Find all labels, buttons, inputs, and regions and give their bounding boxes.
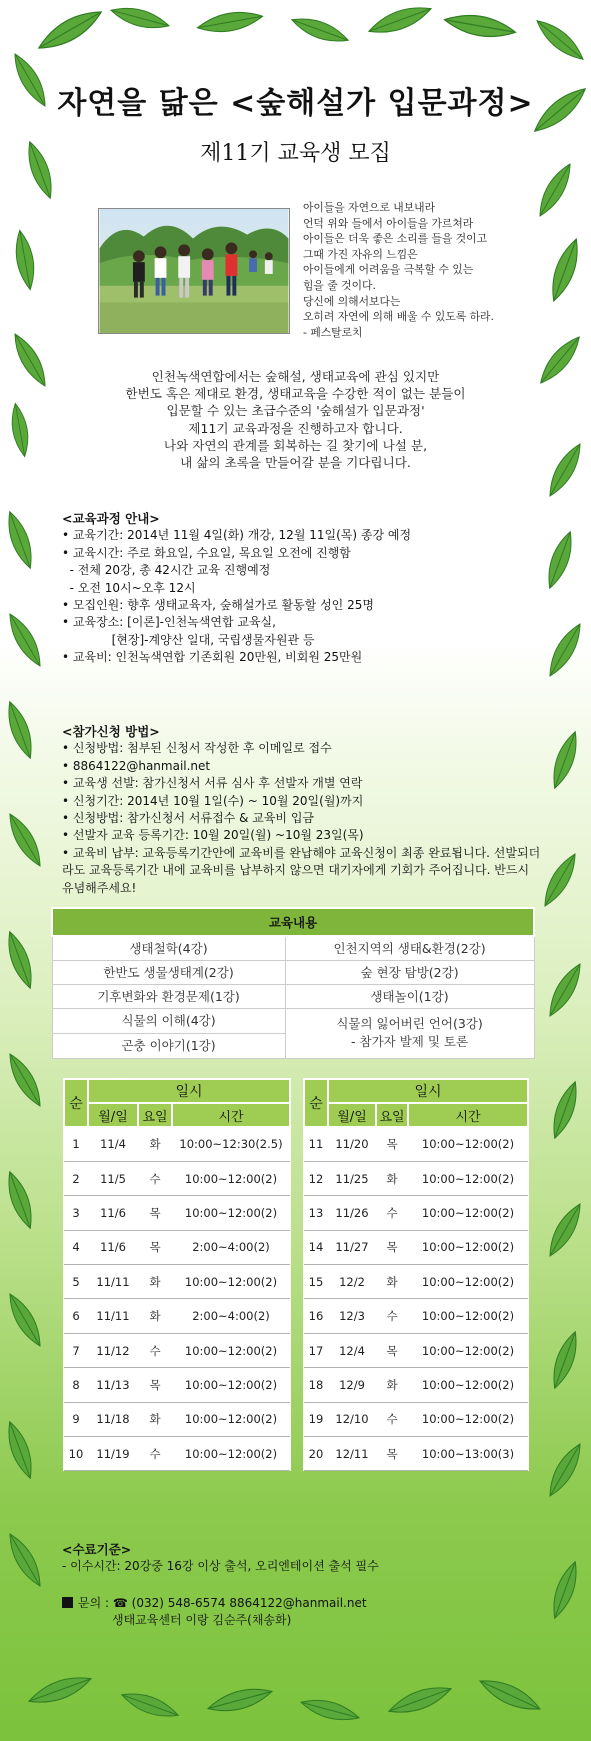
col-num: 순 xyxy=(304,1079,328,1127)
course-info-section xyxy=(62,510,542,667)
session-number: 4 xyxy=(64,1230,88,1264)
session-time: 2:00~4:00(2) xyxy=(172,1230,290,1264)
quote-block xyxy=(303,200,553,325)
apply-line: • 신청기간: 2014년 10월 1일(수) ~ 10월 20일(월)까지 xyxy=(62,793,364,808)
apply-line: • 교육생 선발: 참가신청서 서류 심사 후 선발자 개별 연락 xyxy=(62,776,363,791)
phone-icon: ☎ xyxy=(112,1596,128,1610)
quote-line: 힘을 줄 것이다. xyxy=(303,278,376,292)
schedule-table-left xyxy=(63,1078,291,1471)
col-date: 월/일 xyxy=(88,1103,138,1127)
session-day: 목 xyxy=(376,1230,408,1264)
session-time: 10:00~12:00(2) xyxy=(408,1299,528,1333)
course-info-heading: <교육과정 안내> xyxy=(62,511,160,526)
apply-section xyxy=(62,723,542,897)
table-row xyxy=(304,1127,528,1161)
session-day: 화 xyxy=(138,1127,172,1161)
session-time: 10:00~12:00(2) xyxy=(408,1230,528,1264)
session-date: 12/4 xyxy=(328,1333,376,1367)
session-date: 11/20 xyxy=(328,1127,376,1161)
completion-line: - 이수시간: 20강중 16강 이상 출석, 오리엔테이션 출석 필수 xyxy=(62,1559,379,1574)
apply-heading: <참가신청 방법> xyxy=(62,724,160,739)
intro-line: 나와 자연의 관계를 회복하는 길 찾기에 나설 분, xyxy=(163,437,428,453)
session-time: 10:00~13:00(3) xyxy=(408,1437,528,1471)
session-time: 10:00~12:00(2) xyxy=(172,1402,290,1436)
session-number: 2 xyxy=(64,1161,88,1195)
session-number: 7 xyxy=(64,1333,88,1367)
table-row xyxy=(64,1333,290,1367)
table-row xyxy=(64,1196,290,1230)
session-time: 10:00~12:00(2) xyxy=(172,1196,290,1230)
quote-line: 언덕 위와 들에서 아이들을 가르쳐라 xyxy=(303,216,474,230)
session-date: 11/27 xyxy=(328,1230,376,1264)
topic-line: 식물의 잃어버린 언어(3강) xyxy=(336,1016,483,1031)
intro-paragraph xyxy=(40,368,551,471)
session-time: 10:00~12:00(2) xyxy=(408,1402,528,1436)
session-number: 12 xyxy=(304,1161,328,1195)
session-date: 11/26 xyxy=(328,1196,376,1230)
col-time: 시간 xyxy=(172,1103,290,1127)
session-day: 화 xyxy=(138,1299,172,1333)
schedule-table-right xyxy=(303,1078,529,1471)
topic-cell: 한반도 생물생태계(2강) xyxy=(52,960,285,984)
session-number: 18 xyxy=(304,1368,328,1402)
table-row xyxy=(64,1127,290,1161)
table-row xyxy=(304,1437,528,1471)
course-info-line: • 교육장소: [이론]-인천녹색연합 교육실, xyxy=(62,615,276,630)
topic-line: - 참가자 발제 및 토론 xyxy=(351,1034,469,1049)
apply-payment-note: • 교육비 납부: 교육등록기간안에 교육비를 완납해야 교육신청이 최종 완료됩니다. 선발되더라도 교육등록기간 내에 교육비를 납부하지 않으면 대기자에게 기회가 주어집니다. 반드시 유념해주세요! xyxy=(62,845,541,895)
table-row xyxy=(52,936,534,960)
session-number: 8 xyxy=(64,1368,88,1402)
session-time: 10:00~12:00(2) xyxy=(172,1368,290,1402)
contact-center: 생태교육센터 이랑 김순주(채송화) xyxy=(112,1613,292,1628)
schedule-body-left xyxy=(64,1127,290,1471)
table-row xyxy=(64,1265,290,1299)
topic-cell: 인천지역의 생태&환경(2강) xyxy=(285,936,534,960)
session-day: 수 xyxy=(138,1437,172,1471)
topic-cell: 생태철학(4강) xyxy=(52,936,285,960)
session-time: 10:00~12:30(2.5) xyxy=(172,1127,290,1161)
session-day: 목 xyxy=(376,1127,408,1161)
quote-line: 아이들을 자연으로 내보내라 xyxy=(303,201,436,214)
session-date: 11/18 xyxy=(88,1402,138,1436)
session-day: 화 xyxy=(138,1402,172,1436)
table-row xyxy=(304,1333,528,1367)
table-row xyxy=(64,1437,290,1471)
table-row xyxy=(304,1196,528,1230)
contact-phone-email[interactable]: (032) 548-6574 8864122@hanmail.net xyxy=(131,1596,367,1610)
quote-line: 아이들에게 어려움을 극복할 수 있는 xyxy=(303,263,474,277)
session-time: 10:00~12:00(2) xyxy=(172,1265,290,1299)
session-date: 12/2 xyxy=(328,1265,376,1299)
session-date: 11/19 xyxy=(88,1437,138,1471)
topic-line: 식물의 이해(4강) xyxy=(121,1012,216,1028)
course-info-line: • 교육비: 인천녹색연합 기존회원 20만원, 비회원 25만원 xyxy=(62,650,363,665)
intro-line: 인천녹색연합에서는 숲해설, 생태교육에 관심 있지만 xyxy=(151,369,440,384)
table-row xyxy=(64,1299,290,1333)
session-time: 10:00~12:00(2) xyxy=(408,1196,528,1230)
topic-line: 곤충 이야기(1강) xyxy=(53,1033,285,1055)
session-time: 10:00~12:00(2) xyxy=(408,1161,528,1195)
table-row xyxy=(304,1161,528,1195)
session-number: 19 xyxy=(304,1402,328,1436)
session-day: 화 xyxy=(376,1161,408,1195)
session-number: 9 xyxy=(64,1402,88,1436)
session-date: 11/6 xyxy=(88,1230,138,1264)
session-number: 15 xyxy=(304,1265,328,1299)
table-row xyxy=(304,1299,528,1333)
session-day: 수 xyxy=(138,1161,172,1195)
table-row xyxy=(52,960,534,984)
session-date: 11/5 xyxy=(88,1161,138,1195)
quote-line: 아이들은 더욱 좋은 소리를 들을 것이고 xyxy=(303,232,488,246)
session-day: 화 xyxy=(376,1265,408,1299)
col-date-group: 일시 xyxy=(328,1079,528,1103)
completion-heading: <수료기준> xyxy=(62,1542,132,1557)
apply-email[interactable]: • 8864122@hanmail.net xyxy=(62,758,211,773)
apply-line: • 선발자 교육 등록기간: 10월 20일(월) ~10월 23일(목) xyxy=(62,828,364,843)
intro-line: 입문할 수 있는 초급수준의 '숲해설가 입문과정' xyxy=(166,403,425,419)
table-row xyxy=(64,1402,290,1436)
col-day: 요일 xyxy=(376,1103,408,1127)
intro-line: 한번도 혹은 제대로 환경, 생태교육을 수강한 적이 없는 분들이 xyxy=(125,386,466,402)
session-day: 수 xyxy=(376,1402,408,1436)
topic-cell xyxy=(285,1008,534,1058)
session-number: 11 xyxy=(304,1127,328,1161)
apply-line: • 신청방법: 첨부된 신청서 작성한 후 이메일로 접수 xyxy=(62,741,332,756)
session-day: 수 xyxy=(376,1196,408,1230)
session-day: 수 xyxy=(138,1333,172,1367)
session-number: 20 xyxy=(304,1437,328,1471)
topic-cell: 생태놀이(1강) xyxy=(285,984,534,1008)
topics-header: 교육내용 xyxy=(52,908,534,936)
schedule-body-right xyxy=(304,1127,528,1471)
session-day: 목 xyxy=(376,1437,408,1471)
contact-label: 문의 : xyxy=(78,1596,110,1610)
session-day: 수 xyxy=(376,1299,408,1333)
quote-line: 그때 가진 자유의 느낌은 xyxy=(303,247,418,261)
session-number: 10 xyxy=(64,1437,88,1471)
completion-section xyxy=(62,1541,542,1576)
table-row xyxy=(304,1265,528,1299)
session-day: 목 xyxy=(138,1196,172,1230)
table-row xyxy=(304,1368,528,1402)
table-row xyxy=(64,1230,290,1264)
intro-line: 내 삶의 초록을 만들어갈 분을 기다립니다. xyxy=(180,455,411,471)
session-number: 16 xyxy=(304,1299,328,1333)
apply-line: • 신청방법: 참가신청서 서류접수 & 교육비 입금 xyxy=(62,811,315,826)
session-time: 10:00~12:00(2) xyxy=(408,1127,528,1161)
session-number: 14 xyxy=(304,1230,328,1264)
course-info-line: • 교육시간: 주로 화요일, 수요일, 목요일 오전에 진행함 xyxy=(62,545,351,560)
session-date: 12/10 xyxy=(328,1402,376,1436)
table-row xyxy=(64,1368,290,1402)
col-day: 요일 xyxy=(138,1103,172,1127)
course-info-line: - 전체 20강, 총 42시간 교육 진행예정 xyxy=(62,563,271,578)
session-time: 10:00~12:00(2) xyxy=(408,1368,528,1402)
course-info-line: - 오전 10시~오후 12시 xyxy=(62,580,196,595)
col-date-group: 일시 xyxy=(88,1079,290,1103)
course-info-line: • 교육기간: 2014년 11월 4일(화) 개강, 12월 11일(목) 종강 예정 xyxy=(62,528,412,543)
session-day: 목 xyxy=(138,1368,172,1402)
col-date: 월/일 xyxy=(328,1103,376,1127)
session-day: 화 xyxy=(376,1368,408,1402)
topics-table xyxy=(51,907,535,1059)
kids-running-photo xyxy=(98,208,290,334)
intro-line: 제11기 교육과정을 진행하고자 합니다. xyxy=(188,420,403,436)
session-time: 10:00~12:00(2) xyxy=(408,1265,528,1299)
session-date: 11/11 xyxy=(88,1265,138,1299)
table-row xyxy=(304,1230,528,1264)
session-date: 11/6 xyxy=(88,1196,138,1230)
session-date: 11/4 xyxy=(88,1127,138,1161)
topic-cell xyxy=(52,1008,285,1058)
session-time: 10:00~12:00(2) xyxy=(172,1161,290,1195)
quote-author: - 페스탈로치 xyxy=(303,326,363,339)
session-time: 10:00~12:00(2) xyxy=(172,1333,290,1367)
session-time: 10:00~12:00(2) xyxy=(408,1333,528,1367)
session-time: 10:00~12:00(2) xyxy=(172,1437,290,1471)
session-date: 12/9 xyxy=(328,1368,376,1402)
col-time: 시간 xyxy=(408,1103,528,1127)
session-day: 화 xyxy=(138,1265,172,1299)
session-date: 11/11 xyxy=(88,1299,138,1333)
session-date: 11/13 xyxy=(88,1368,138,1402)
session-date: 11/12 xyxy=(88,1333,138,1367)
session-time: 2:00~4:00(2) xyxy=(172,1299,290,1333)
page-subtitle: 제11기 교육생 모집 xyxy=(200,141,391,166)
table-row xyxy=(304,1402,528,1436)
course-info-line: • 모집인원: 향후 생태교육자, 숲해설가로 활동할 성인 25명 xyxy=(62,598,374,613)
quote-line: 당신에 의해서보다는 xyxy=(303,294,401,308)
session-number: 1 xyxy=(64,1127,88,1161)
session-date: 12/11 xyxy=(328,1437,376,1471)
session-number: 3 xyxy=(64,1196,88,1230)
session-day: 목 xyxy=(376,1333,408,1367)
topic-cell: 숲 현장 탐방(2강) xyxy=(285,960,534,984)
bullet-square-icon xyxy=(62,1597,73,1608)
table-row xyxy=(64,1161,290,1195)
table-row xyxy=(52,984,534,1008)
session-number: 17 xyxy=(304,1333,328,1367)
session-date: 12/3 xyxy=(328,1299,376,1333)
session-number: 13 xyxy=(304,1196,328,1230)
session-number: 6 xyxy=(64,1299,88,1333)
session-day: 목 xyxy=(138,1230,172,1264)
table-row xyxy=(52,1008,534,1058)
contact-section xyxy=(62,1595,542,1630)
col-num: 순 xyxy=(64,1079,88,1127)
session-date: 11/25 xyxy=(328,1161,376,1195)
page-title: 자연을 닮은 <숲해설가 입문과정> xyxy=(57,86,534,121)
quote-line: 오히려 자연에 의해 배울 수 있도록 하라. xyxy=(303,310,494,324)
topic-cell: 기후변화와 환경문제(1강) xyxy=(52,984,285,1008)
course-info-line: [현장]-계양산 일대, 국립생물자원관 등 xyxy=(62,632,315,647)
session-number: 5 xyxy=(64,1265,88,1299)
